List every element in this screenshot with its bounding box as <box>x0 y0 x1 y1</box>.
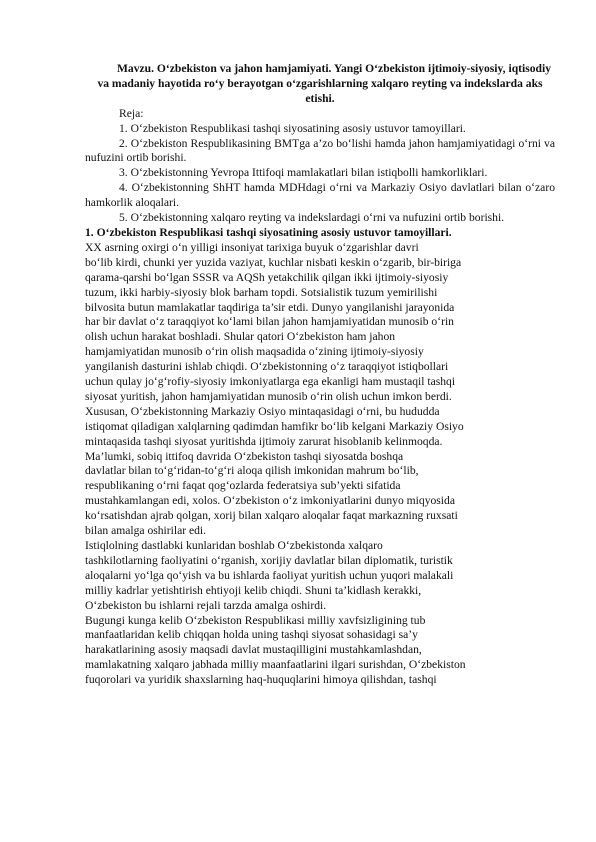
body-line: XX asrning oxirgi o‘n yilligi insoniyat tarixiga buyuk o‘zgarishlar davri <box>85 240 419 254</box>
plan-item-number: 3. <box>119 166 128 180</box>
body-line: Istiqlolning dastlabki kunlaridan boshlab O‘zbekistonda xalqaro <box>85 539 383 552</box>
body-line: Xususan, O‘zbekistonning Markaziy Osiyo mintaqasidagi o‘rni, bu hududda <box>85 404 440 418</box>
body-line: Bugungi kunga kelib O‘zbekiston Respublikasi milliy xavfsizligining tub <box>85 613 426 627</box>
plan-item-number: 2. <box>119 136 128 150</box>
document-page <box>85 62 555 688</box>
body-line: istiqomat qiladigan xalqlarning qadimdan hamfikr bo‘lib kelgani Markaziy Osiyo <box>85 419 464 433</box>
plan-item-number: 1. <box>119 121 128 135</box>
plan-item-text: O‘zbekistonning Yevropa Ittifoqi mamlakatlari bilan istiqbolli hamkorliklari. <box>130 166 488 180</box>
plan-item-text: O‘zbekistonning ShHT hamda MDHdagi o‘rni va Markaziy Osiyo davlatlari bilan o‘zaro hamkorlik aloqalari. <box>85 181 555 210</box>
plan-item-text: O‘zbekiston Respublikasi tashqi siyosatining asosiy ustuvor tamoyillari. <box>130 121 466 135</box>
plan-item-text: O‘zbekiston Respublikasining BMTga a’zo bo‘lishi hamda jahon hamjamiyatidagi o‘rni va nufuzini ortib borishi. <box>85 136 555 165</box>
body-line: harakatlarining asosiy maqsadi davlat mustaqilligini mustahkamlashdan, <box>85 643 422 657</box>
body-text <box>85 241 555 688</box>
body-line: uchun qulay jo‘g‘rofiy-siyosiy imkoniyatlarga ega ekanligi ham mustaqil tashqi <box>85 375 456 389</box>
section-heading: 1. O‘zbekiston Respublikasi tashqi siyosatining asosiy ustuvor tamoyillari. <box>85 225 452 239</box>
body-line: respublikaning o‘rni faqat qog‘ozlarda federatsiya sub’yekti sifatida <box>85 479 401 493</box>
body-line: O‘zbekiston bu ishlarni rejali tarzda amalga oshirdi. <box>85 598 327 612</box>
plan-item-5 <box>85 211 555 226</box>
body-line: Ma’lumki, sobiq ittifoq davrida O‘zbekiston tashqi siyosatda boshqa <box>85 449 404 463</box>
plan-item-number: 4. <box>119 181 128 195</box>
document-title: Mavzu. O‘zbekiston va jahon hamjamiyati. Yangi O‘zbekiston ijtimoiy-siyosiy, iqtisodiy va madaniy hayotida ro‘y berayotgan o‘zgarishlarning xalqaro reyting va indekslarda aks etishi. <box>97 62 552 105</box>
plan-label: Reja: <box>119 106 144 120</box>
body-line: olish uchun harakat boshladi. Shular qatori O‘zbekiston ham jahon <box>85 330 396 344</box>
plan-item-1 <box>85 122 555 137</box>
body-line: bo‘lib kirdi, chunki yer yuzida vaziyat, kuchlar nisbati keskin o‘zgarib, bir-biriga <box>85 255 462 269</box>
body-line: tashkilotlarning faoliyatini o‘rganish, xorijiy davlatlar bilan diplomatik, turistik <box>85 553 453 567</box>
plan-item-3 <box>85 166 555 181</box>
body-line: mustahkamlangan edi, xolos. O‘zbekiston o‘z imkoniyatlarini dunyo miqyosida <box>85 494 455 508</box>
body-line: qarama-qarshi bo‘lgan SSSR va AQSh yetakchilik qilgan ikki ijtimoiy-siyosiy <box>85 270 449 284</box>
body-line: tuzum, ikki harbiy-siyosiy blok barham topdi. Sotsialistik tuzum yemirilishi <box>85 285 438 299</box>
body-line: har bir davlat o‘z taraqqiyot ko‘lami bilan jahon hamjamiyatidan munosib o‘rin <box>85 315 454 329</box>
body-line: bilvosita butun mamlakatlar taqdiriga ta’sir etdi. Dunyo yangilanishi jarayonida <box>85 300 455 314</box>
body-line: manfaatlaridan kelib chiqqan holda uning tashqi siyosat sohasidagi sa’y <box>85 628 418 642</box>
plan-item-2 <box>85 137 555 167</box>
body-line: fuqorolari va yuridik shaxslarning haq-huquqlarini himoya qilishdan, tashqi <box>85 673 437 687</box>
body-line: siyosat yuritish, jahon hamjamiyatidan munosib o‘rin olish uchun imkon berdi. <box>85 389 452 403</box>
body-line: davlatlar bilan to‘g‘ridan-to‘g‘ri aloqa qilish imkonidan mahrum bo‘lib, <box>85 464 419 478</box>
plan-item-number: 5. <box>119 211 128 225</box>
body-line: ko‘rsatishdan ajrab qolgan, xorij bilan xalqaro aloqalar faqat markazning ruxsati <box>85 509 458 523</box>
body-line: aloqalarni yo‘lga qo‘yish va bu ishlarda faoliyat yuritish uchun yuqori malakali <box>85 568 454 582</box>
body-line: yangilanish dasturini ishlab chiqdi. O‘zbekistonning o‘z taraqqiyot istiqbollari <box>85 360 449 374</box>
body-line: milliy kadrlar yetishtirish ehtiyoji kelib chiqdi. Shuni ta’kidlash kerakki, <box>85 583 422 597</box>
body-line: hamjamiyatidan munosib o‘rin olish maqsadida o‘zining ijtimoiy-siyosiy <box>85 345 424 359</box>
plan-item-text: O‘zbekistonning xalqaro reyting va indekslardagi o‘rni va nufuzini ortib borishi. <box>130 211 505 225</box>
body-line: mamlakatning xalqaro jabhada milliy maanfaatlarini ilgari surishdan, O‘zbekiston <box>85 658 466 672</box>
body-line: mintaqasida tashqi siyosat yuritishda ijtimoiy zarurat hisoblanib kelinmoqda. <box>85 434 443 448</box>
plan-item-4 <box>85 181 555 211</box>
body-line: bilan amalga oshirilar edi. <box>85 524 207 538</box>
